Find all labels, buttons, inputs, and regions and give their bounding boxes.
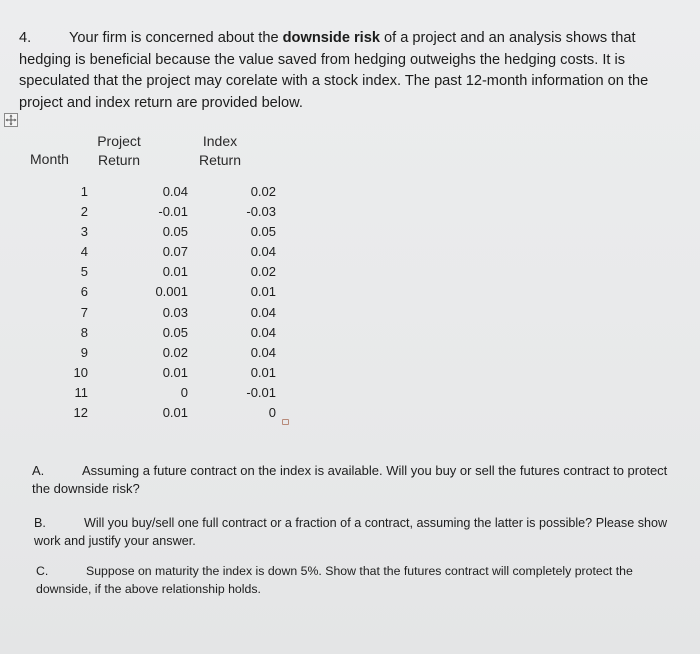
part-c-text: Suppose on maturity the index is down 5%. Show that the futures contract will completely protect the downside, if the above relationship holds.: [36, 564, 633, 596]
project-return-cell: -0.01: [158, 204, 188, 220]
header-index-return: [197, 132, 243, 170]
project-return-cell: 0.001: [155, 284, 188, 300]
question-bold-text: downside risk: [282, 30, 380, 46]
index-return-cell: 0.04: [250, 324, 276, 340]
question-text-before: Your firm is concerned about the: [69, 30, 283, 46]
project-return-cell: 0.07: [162, 244, 188, 260]
month-cell: 1: [80, 184, 88, 199]
header-index-line2: Return: [198, 152, 242, 168]
project-return-cell: 0.05: [162, 224, 188, 240]
part-b-text: Will you buy/sell one full contract or a fraction of a contract, assuming the latter is possible? Please show work and justify your answer.: [34, 516, 668, 548]
index-return-cell: -0.03: [246, 204, 276, 220]
project-return-cell: 0.01: [162, 405, 188, 421]
index-return-cell: 0.04: [250, 304, 276, 320]
project-return-cell: 0.02: [162, 344, 188, 360]
project-return-cell: 0.03: [162, 304, 188, 320]
index-return-cell: 0.02: [250, 264, 276, 280]
header-index-line1: Index: [202, 133, 238, 149]
index-return-cell: 0.04: [250, 244, 276, 260]
month-cell: 2: [80, 204, 88, 220]
month-cell: 10: [73, 364, 88, 380]
month-cell: 8: [80, 324, 88, 340]
index-return-cell: -0.01: [246, 384, 276, 400]
question-intro: [19, 28, 684, 114]
month-cell: 5: [80, 264, 88, 280]
header-project-return: [96, 132, 142, 170]
index-return-cell: 0.01: [250, 284, 276, 300]
index-return-column: [224, 182, 276, 423]
part-b: [34, 514, 684, 550]
square-marker-icon: [282, 419, 289, 425]
question-text-after: of a project and an analysis shows that hedging is beneficial because the value saved from hedging outweighs the hedging costs. It is speculated that the project may corelate with a stock index. The past 12-month information on the project and index return are provided below.: [19, 30, 649, 111]
part-a-text: Assuming a future contract on the index is available. Will you buy or sell the futures contract to protect the downside risk?: [32, 463, 668, 496]
move-handle-icon[interactable]: [4, 113, 18, 127]
project-return-cell: 0: [180, 384, 188, 400]
index-return-cell: 0.01: [250, 364, 276, 380]
month-cell: 7: [80, 304, 88, 320]
project-return-cell: 0.01: [162, 264, 188, 280]
month-cell: 9: [80, 344, 88, 360]
project-return-cell: 0.01: [162, 364, 188, 380]
header-project-line2: Return: [97, 152, 141, 168]
part-a: [32, 462, 682, 498]
month-column: [60, 182, 88, 423]
part-b-label: B.: [34, 516, 46, 530]
month-cell: 6: [80, 284, 88, 300]
part-c: [36, 562, 681, 598]
index-return-cell: 0.04: [250, 344, 276, 360]
project-return-cell: 0.04: [162, 184, 188, 199]
header-month: Month: [30, 151, 69, 167]
index-return-cell: 0.05: [250, 224, 276, 240]
project-return-cell: 0.05: [162, 324, 188, 340]
month-cell: 12: [73, 405, 88, 421]
month-cell: 11: [74, 384, 88, 400]
project-return-column: [136, 182, 188, 423]
question-number: 4.: [19, 30, 32, 46]
part-c-label: C.: [36, 564, 49, 578]
header-project-line1: Project: [97, 133, 141, 149]
index-return-cell: 0.02: [250, 184, 276, 199]
index-return-cell: 0: [268, 405, 276, 421]
month-cell: 3: [80, 224, 88, 240]
part-a-label: A.: [32, 463, 45, 478]
month-cell: 4: [80, 244, 88, 260]
